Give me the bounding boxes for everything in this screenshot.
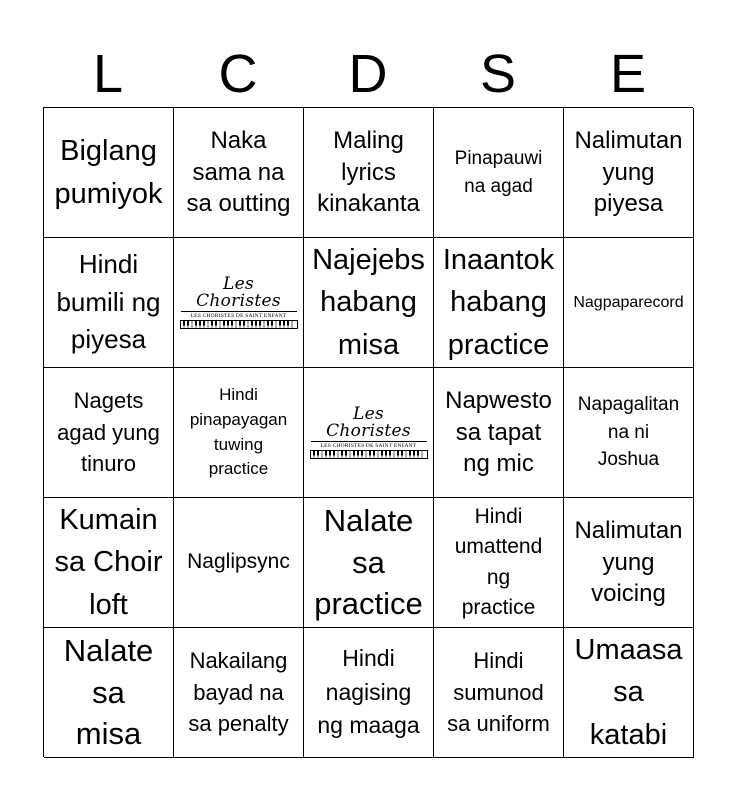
header-letter-e: E — [609, 44, 647, 104]
cell-text: Napagalitan na ni Joshua — [577, 394, 680, 471]
bingo-header — [43, 40, 693, 108]
cell-text: Nalate sa misa — [63, 632, 154, 752]
logo-script: Les Choristes — [196, 274, 281, 311]
cell-text: Napwesto sa tapat ng mic — [445, 386, 552, 478]
cell-text: Hindi pinapayagan tuwing practice — [189, 385, 288, 479]
bingo-cell[interactable] — [434, 628, 564, 758]
header-letter-s: S — [479, 44, 517, 104]
cell-text: Hindi sumunod sa uniform — [447, 647, 550, 737]
cell-text: Hindi bumili ng piyesa — [56, 248, 161, 355]
bingo-cell[interactable] — [174, 368, 304, 498]
bingo-cell[interactable] — [304, 108, 434, 238]
bingo-cell[interactable] — [564, 498, 694, 628]
logo-subtitle: LES CHORISTES DE SAINT ENFANT — [190, 313, 287, 319]
cell-text: Hindi umattend ng practice — [454, 504, 543, 619]
bingo-cell[interactable] — [44, 108, 174, 238]
header-letter-d: D — [348, 44, 388, 104]
cell-text: Najejebs habang misa — [312, 244, 425, 361]
cell-text: Nagpaparecord — [573, 293, 684, 311]
cell-text: Naka sama na sa outting — [186, 126, 291, 218]
bingo-cell[interactable] — [564, 108, 694, 238]
bingo-cell[interactable] — [434, 368, 564, 498]
cell-text: Inaantok habang practice — [442, 244, 555, 361]
cell-text: Nalimutan yung piyesa — [574, 126, 683, 218]
cell-text: Umaasa sa katabi — [574, 634, 683, 751]
piano-keys-icon — [180, 320, 298, 329]
bingo-cell[interactable] — [304, 238, 434, 368]
bingo-cell[interactable] — [304, 628, 434, 758]
bingo-cell[interactable] — [434, 498, 564, 628]
header-letter-l: L — [92, 44, 124, 104]
bingo-cell[interactable] — [44, 368, 174, 498]
bingo-cell[interactable] — [174, 108, 304, 238]
bingo-cell-free-logo[interactable] — [304, 368, 434, 498]
cell-text: Nagets agad yung tinuro — [57, 387, 160, 477]
bingo-cell[interactable] — [564, 368, 694, 498]
cell-text: Pinapauwi na agad — [454, 147, 543, 197]
bingo-cell[interactable] — [434, 238, 564, 368]
logo-subtitle: LES CHORISTES DE SAINT ENFANT — [320, 443, 417, 449]
bingo-cell[interactable] — [44, 238, 174, 368]
bingo-cell[interactable] — [564, 238, 694, 368]
bingo-card — [43, 107, 693, 757]
header-letter-c: C — [218, 44, 258, 104]
piano-keys-icon — [310, 450, 428, 459]
logo-rule — [311, 441, 427, 442]
cell-text: Maling lyrics kinakanta — [317, 126, 420, 218]
cell-text: Kumain sa Choir loft — [54, 504, 163, 621]
bingo-cell-free-logo[interactable] — [174, 238, 304, 368]
cell-text: Naglipsync — [187, 550, 290, 574]
cell-text: Nalate sa practice — [314, 502, 423, 622]
cell-text: Nakailang bayad na sa penalty — [188, 647, 289, 737]
cell-text: Hindi nagising ng maaga — [317, 645, 420, 739]
logo-rule — [181, 311, 297, 312]
cell-text: Biglang pumiyok — [54, 135, 163, 210]
les-choristes-logo — [180, 276, 298, 329]
logo-script: Les Choristes — [326, 404, 411, 441]
bingo-cell[interactable] — [564, 628, 694, 758]
bingo-cell[interactable] — [174, 498, 304, 628]
bingo-cell[interactable] — [174, 628, 304, 758]
cell-text: Nalimutan yung voicing — [574, 516, 683, 608]
bingo-cell[interactable] — [44, 498, 174, 628]
les-choristes-logo — [310, 406, 428, 459]
bingo-cell[interactable] — [44, 628, 174, 758]
bingo-cell[interactable] — [304, 498, 434, 628]
bingo-cell[interactable] — [434, 108, 564, 238]
